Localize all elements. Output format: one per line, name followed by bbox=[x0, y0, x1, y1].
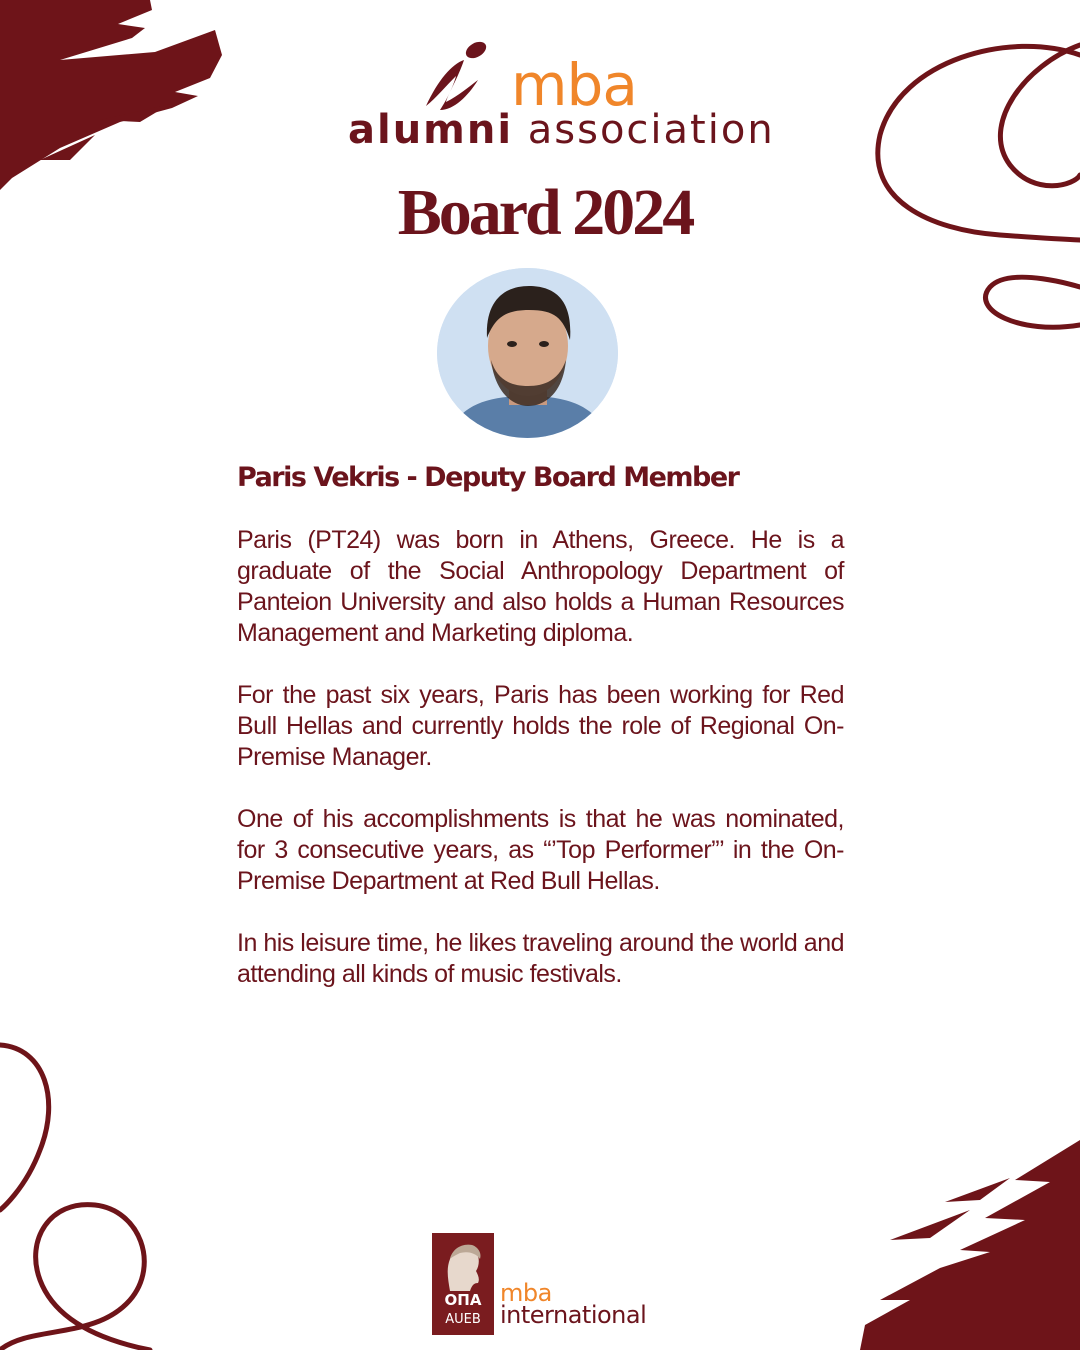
bio-paragraph: One of his accomplishments is that he was nominated, for 3 consecutive years, as “’Top Performer”’ in the On-Premise Department at Red Bull Hellas. bbox=[237, 805, 844, 895]
footer-international-text: international bbox=[500, 1301, 647, 1329]
logo-association-text: alumni association bbox=[348, 107, 775, 153]
aueb-opa-text: ΟΠΑ bbox=[444, 1291, 482, 1309]
bio-paragraph: In his leisure time, he likes traveling around the world and attending all kinds of music festivals. bbox=[237, 929, 844, 988]
classical-head-icon bbox=[440, 1239, 486, 1291]
aueb-emblem bbox=[432, 1233, 494, 1335]
profile-bio bbox=[237, 525, 844, 1021]
bio-paragraph: Paris (PT24) was born in Athens, Greece. He is a graduate of the Social Anthropology Department of Panteion University and also holds a Human Resources Management and Marketing diploma. bbox=[237, 526, 844, 647]
imba-alumni-association-logo bbox=[340, 36, 775, 161]
profile-photo bbox=[437, 268, 618, 438]
aueb-mba-international-logo bbox=[432, 1233, 662, 1337]
bio-paragraph: For the past six years, Paris has been working for Red Bull Hellas and currently holds the role of Regional On-Premise Manager. bbox=[237, 681, 844, 771]
stylized-i-glyph-icon bbox=[418, 38, 498, 118]
page-title: Board 2024 bbox=[397, 176, 693, 249]
swirl-bottom-left bbox=[0, 1040, 180, 1350]
footer-mba-text: mba bbox=[500, 1279, 552, 1307]
logo-mba-text: mba bbox=[511, 51, 637, 119]
aueb-text: AUEB bbox=[445, 1312, 481, 1327]
profile-heading: Paris Vekris - Deputy Board Member bbox=[237, 462, 739, 493]
brush-stroke-top-left bbox=[0, 0, 240, 210]
brush-stroke-bottom-right bbox=[850, 1140, 1080, 1350]
